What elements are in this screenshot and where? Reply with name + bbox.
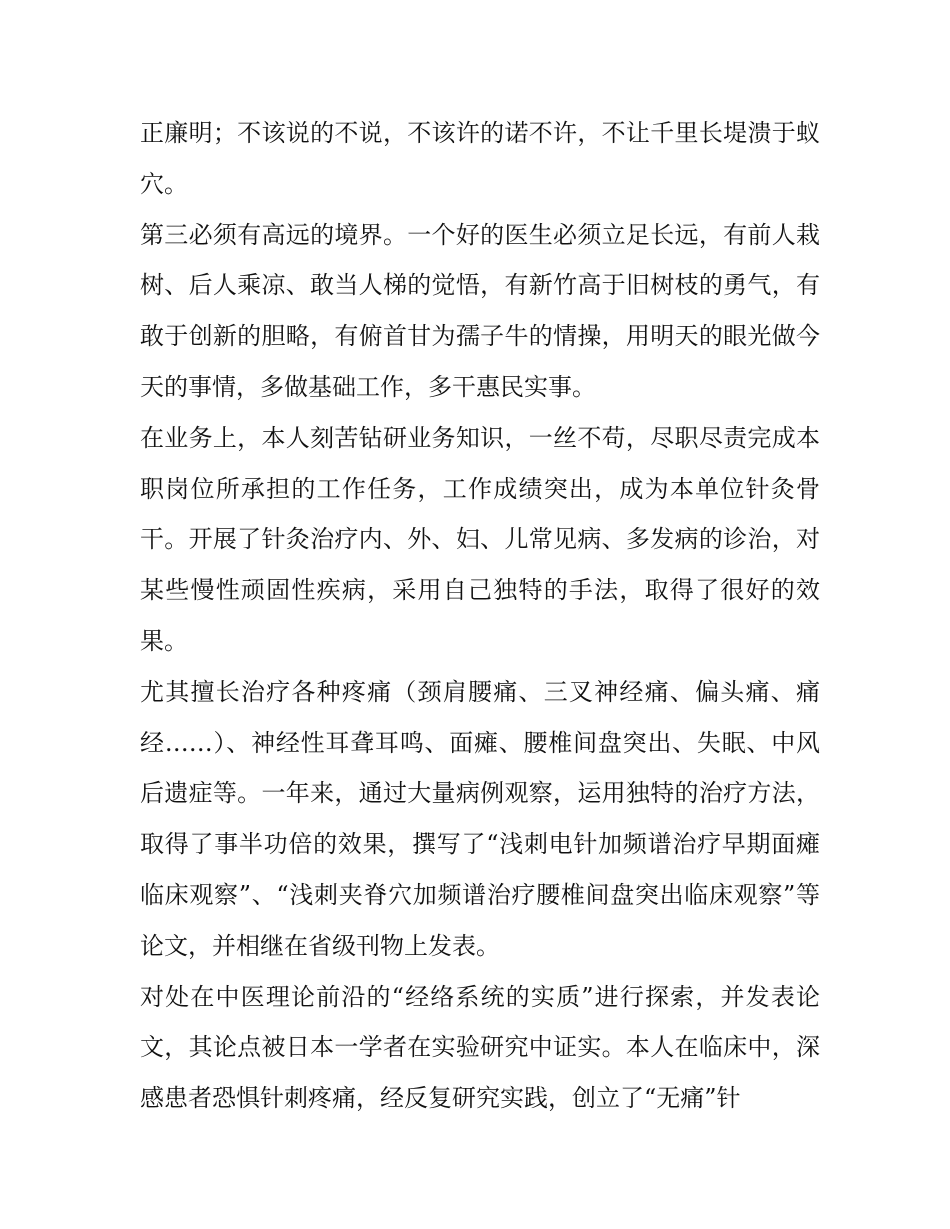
paragraph: 对处在中医理论前沿的“经络系统的实质”进行探索，并发表论文，其论点被日本一学者在实验研究中证实。本人在临床中，深感患者恐惧针刺疼痛，经反复研究实践，创立了“无痛”针 bbox=[140, 982, 820, 1113]
paragraph: 第三必须有高远的境界。一个好的医生必须立足长远，有前人栽树、后人乘凉、敢当人梯的觉悟，有新竹高于旧树枝的勇气，有敢于创新的胆略，有俯首甘为孺子牛的情操，用明天的眼光做今天的事情，多做基础工作，多干惠民实事。 bbox=[140, 220, 820, 401]
paragraph: 尤其擅长治疗各种疼痛（颈肩腰痛、三叉神经痛、偏头痛、痛经……）、神经性耳聋耳鸣、面瘫、腰椎间盘突出、失眠、中风后遗症等。一年来，通过大量病例观察，运用独特的治疗方法，取得了事半功倍的效果，撰写了“浅刺电针加频谱治疗早期面瘫临床观察”、“浅刺夹脊穴加频谱治疗腰椎间盘突出临床观察”等论文，并相继在省级刊物上发表。 bbox=[140, 677, 820, 960]
document-body bbox=[140, 108, 820, 1124]
paragraph: 正廉明；不该说的不说，不该许的诺不许，不让千里长堤溃于蚁穴。 bbox=[140, 119, 820, 198]
paragraph: 在业务上，本人刻苦钻研业务知识，一丝不苟，尽职尽责完成本职岗位所承担的工作任务，工作成绩突出，成为本单位针灸骨干。开展了针灸治疗内、外、妇、儿常见病、多发病的诊治，对某些慢性顽固性疾病，采用自己独特的手法，取得了很好的效果。 bbox=[140, 423, 820, 655]
